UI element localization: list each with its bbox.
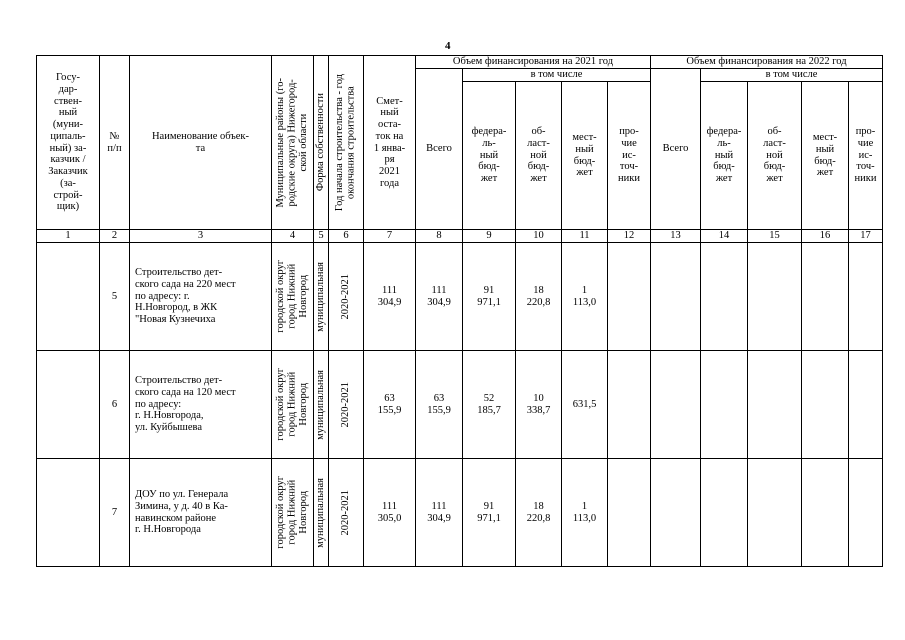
header-other-2021: про- чие ис- точ- ники <box>608 82 651 230</box>
local-2021-cell: 1 113,0 <box>562 459 608 567</box>
column-number: 8 <box>416 230 463 243</box>
column-number: 17 <box>849 230 883 243</box>
column-number: 3 <box>130 230 272 243</box>
regional-2021-cell: 18 220,8 <box>516 459 562 567</box>
object-name: ДОУ по ул. Генерала Зимина, у д. 40 в Ка- навинском районе г. Н.Новгорода <box>130 459 272 567</box>
header-local-2022: мест- ный бюд- жет <box>802 82 849 230</box>
federal-2022-cell <box>701 459 748 567</box>
table-row <box>37 351 883 459</box>
customer-cell <box>37 459 100 567</box>
column-number: 14 <box>701 230 748 243</box>
header-federal-2021: федера- ль- ный бюд- жет <box>463 82 516 230</box>
row-num: 5 <box>100 243 130 351</box>
regional-2021-cell: 18 220,8 <box>516 243 562 351</box>
ownership-text: муниципальная <box>315 369 327 440</box>
federal-2021-cell: 91 971,1 <box>463 243 516 351</box>
header-funding-2021: Объем финансирования на 2021 год <box>416 56 651 69</box>
other-2021-cell <box>608 459 651 567</box>
header-regional-2022: об- ласт- ной бюд- жет <box>748 82 802 230</box>
federal-2022-cell <box>701 243 748 351</box>
column-number: 6 <box>329 230 364 243</box>
total-2022-cell <box>651 351 701 459</box>
table-row <box>37 459 883 567</box>
regional-2022-cell <box>748 351 802 459</box>
header-total-2021: Всего <box>416 69 463 230</box>
column-number: 1 <box>37 230 100 243</box>
header-including-2021: в том числе <box>463 69 651 82</box>
local-2021-cell: 631,5 <box>562 351 608 459</box>
local-2021-cell: 1 113,0 <box>562 243 608 351</box>
local-2022-cell <box>802 243 849 351</box>
column-number: 4 <box>272 230 314 243</box>
row-num: 7 <box>100 459 130 567</box>
funding-table <box>36 55 883 567</box>
district-text: городской округ город Нижний Новгород <box>275 260 310 333</box>
header-num: № п/п <box>100 56 130 230</box>
header-including-2022: в том числе <box>701 69 883 82</box>
customer-cell <box>37 243 100 351</box>
customer-cell <box>37 351 100 459</box>
total-2021-cell: 111 304,9 <box>416 243 463 351</box>
other-2021-cell <box>608 243 651 351</box>
ownership-cell <box>314 351 329 459</box>
regional-2021-cell: 10 338,7 <box>516 351 562 459</box>
header-local-2021: мест- ный бюд- жет <box>562 82 608 230</box>
object-name: Строительство дет- ского сада на 120 мест по адресу: г. Н.Новгорода, ул. Куйбышева <box>130 351 272 459</box>
row-num: 6 <box>100 351 130 459</box>
years-cell <box>329 459 364 567</box>
object-name: Строительство дет- ского сада на 220 мест по адресу: г. Н.Новгород, в ЖК "Новая Кузнечиха <box>130 243 272 351</box>
other-2021-cell <box>608 351 651 459</box>
balance-cell: 111 305,0 <box>364 459 416 567</box>
federal-2021-cell: 91 971,1 <box>463 459 516 567</box>
page-number: 4 <box>445 40 451 52</box>
district-cell <box>272 351 314 459</box>
other-2022-cell <box>849 459 883 567</box>
years-text: 2020-2021 <box>340 489 352 536</box>
ownership-cell <box>314 459 329 567</box>
regional-2022-cell <box>748 459 802 567</box>
header-ownership-form-text: Форма собственности <box>315 93 327 192</box>
ownership-text: муниципальная <box>315 477 327 548</box>
district-text: городской округ город Нижний Новгород <box>275 476 310 549</box>
column-number: 11 <box>562 230 608 243</box>
header-object-name: Наименование объек- та <box>130 56 272 230</box>
local-2022-cell <box>802 351 849 459</box>
years-text: 2020-2021 <box>340 273 352 320</box>
column-number: 9 <box>463 230 516 243</box>
ownership-text: муниципальная <box>315 261 327 332</box>
district-cell <box>272 459 314 567</box>
balance-cell: 63 155,9 <box>364 351 416 459</box>
header-other-2022: про- чие ис- точ- ники <box>849 82 883 230</box>
column-number: 12 <box>608 230 651 243</box>
total-2022-cell <box>651 243 701 351</box>
regional-2022-cell <box>748 243 802 351</box>
header-estimated-balance: Смет- ный оста- ток на 1 янва- ря 2021 года <box>364 56 416 230</box>
header-total-2022: Всего <box>651 69 701 230</box>
federal-2021-cell: 52 185,7 <box>463 351 516 459</box>
years-text: 2020-2021 <box>340 381 352 428</box>
district-text: городской округ город Нижний Новгород <box>275 368 310 441</box>
ownership-cell <box>314 243 329 351</box>
header-ownership-form <box>314 56 329 230</box>
column-number: 10 <box>516 230 562 243</box>
total-2022-cell <box>651 459 701 567</box>
total-2021-cell: 111 304,9 <box>416 459 463 567</box>
header-construction-years <box>329 56 364 230</box>
header-regional-2021: об- ласт- ной бюд- жет <box>516 82 562 230</box>
district-cell <box>272 243 314 351</box>
header-construction-years-text: Год начала строительства - год окончания строительства <box>334 73 357 212</box>
header-municipal-districts-text: Муниципальные районы (го- родские округа) Нижегород- ской области <box>275 77 310 208</box>
column-number: 15 <box>748 230 802 243</box>
federal-2022-cell <box>701 351 748 459</box>
local-2022-cell <box>802 459 849 567</box>
column-number: 5 <box>314 230 329 243</box>
years-cell <box>329 243 364 351</box>
column-number: 13 <box>651 230 701 243</box>
column-number: 2 <box>100 230 130 243</box>
column-number: 7 <box>364 230 416 243</box>
header-funding-2022: Объем финансирования на 2022 год <box>651 56 883 69</box>
years-cell <box>329 351 364 459</box>
header-federal-2022: федера- ль- ный бюд- жет <box>701 82 748 230</box>
other-2022-cell <box>849 351 883 459</box>
table-row <box>37 243 883 351</box>
header-municipal-districts <box>272 56 314 230</box>
total-2021-cell: 63 155,9 <box>416 351 463 459</box>
header-customer: Госу- дар- ствен- ный (муни- ципаль- ный) за- казчик / Заказчик (за- строй- щик) <box>37 56 100 230</box>
column-number: 16 <box>802 230 849 243</box>
other-2022-cell <box>849 243 883 351</box>
balance-cell: 111 304,9 <box>364 243 416 351</box>
